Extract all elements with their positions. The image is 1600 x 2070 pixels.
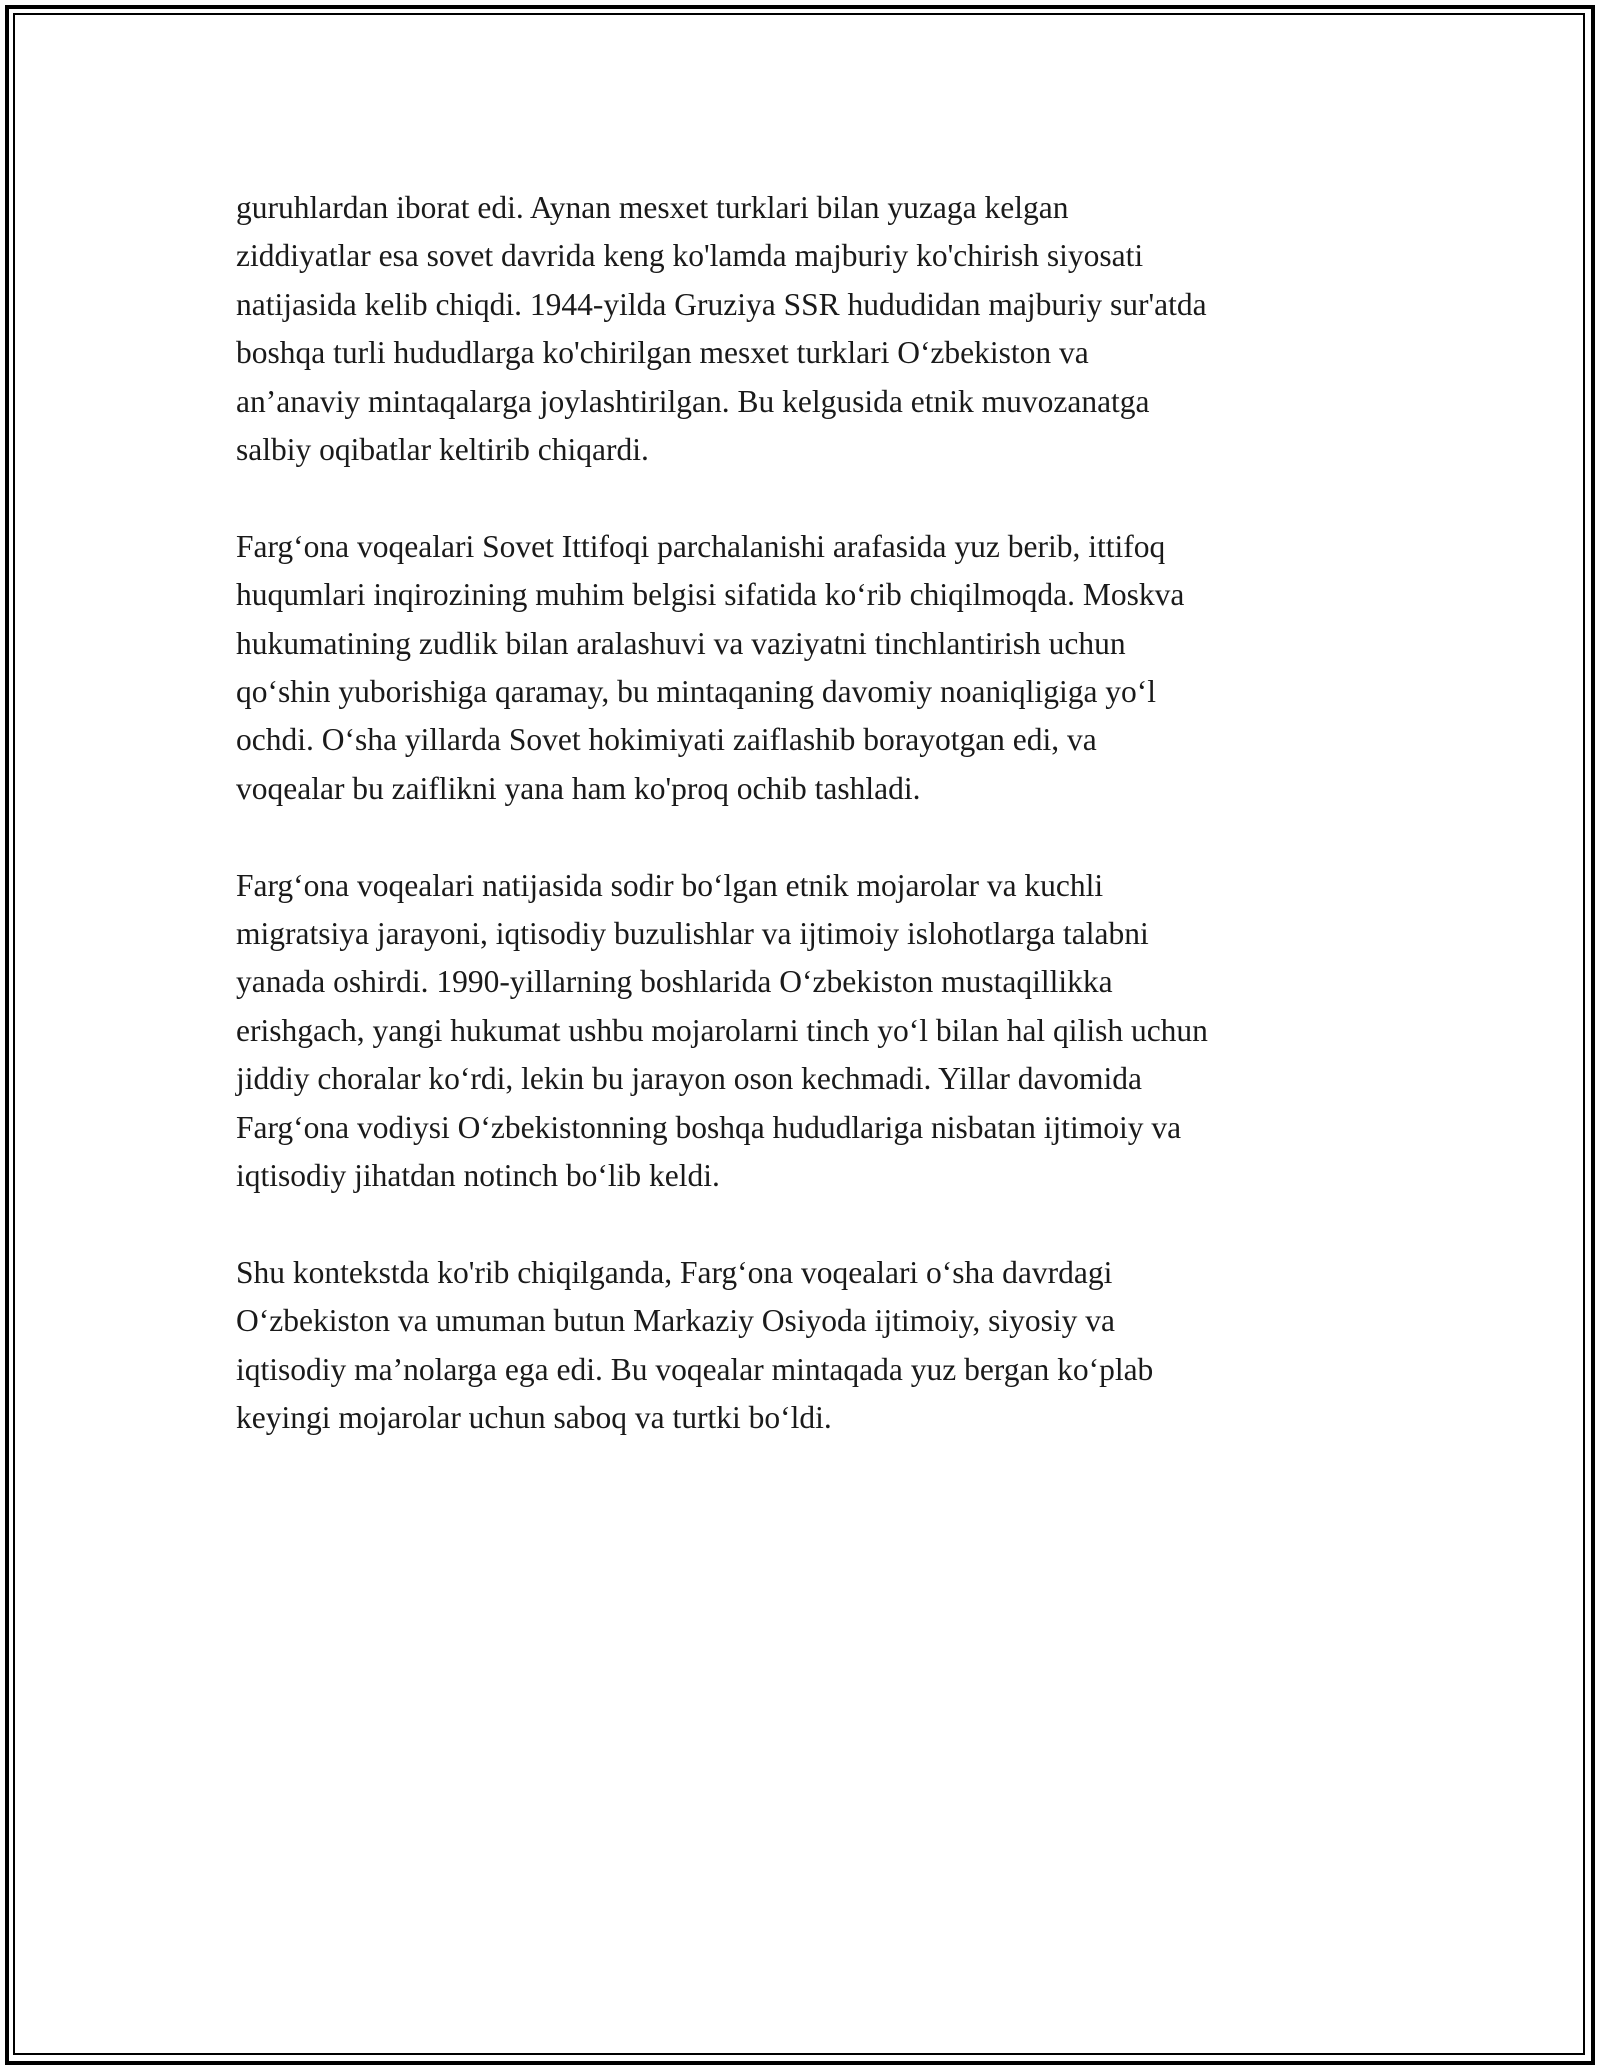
text-line: ochdi. O‘sha yillarda Sovet hokimiyati zaiflashib borayotgan edi, va	[236, 722, 1097, 758]
text-line: qo‘shin yuborishiga qaramay, bu mintaqaning davomiy noaniqligiga yo‘l	[236, 674, 1157, 710]
text-line: hukumatining zudlik bilan aralashuvi va vaziyatni tinchlantirish uchun	[236, 625, 1126, 661]
text-line: Farg‘ona vodiysi O‘zbekistonning boshqa hududlariga nisbatan ijtimoiy va	[236, 1109, 1182, 1145]
paragraph-3	[236, 862, 1386, 1201]
text-line: migratsiya jarayoni, iqtisodiy buzulishlar va ijtimoiy islohotlarga talabni	[236, 916, 1149, 952]
text-line: iqtisodiy jihatdan notinch bo‘lib keldi.	[236, 1158, 720, 1194]
document-body	[236, 184, 1386, 1491]
text-line: guruhlardan iborat edi. Aynan mesxet turklari bilan yuzaga kelgan	[236, 190, 1069, 225]
text-line: huqumlari inqirozining muhim belgisi sifatida ko‘rib chiqilmoqda. Moskva	[236, 577, 1185, 613]
text-line: keyingi mojarolar uchun saboq va turtki bo‘ldi.	[236, 1400, 832, 1436]
text-line: Farg‘ona voqealari natijasida sodir bo‘lgan etnik mojarolar va kuchli	[236, 867, 1104, 903]
text-line: Shu kontekstda ko'rib chiqilganda, Farg‘ona voqealari o‘sha davrdagi	[236, 1254, 1113, 1290]
text-line: Farg‘ona voqealari Sovet Ittifoqi parchalanishi arafasida yuz berib, ittifoq	[236, 528, 1166, 564]
text-line: yanada oshirdi. 1990-yillarning boshlarida O‘zbekiston mustaqillikka	[236, 964, 1113, 1000]
paragraph-1	[236, 184, 1386, 474]
text-line: iqtisodiy ma’nolarga ega edi. Bu voqealar mintaqada yuz bergan ko‘plab	[236, 1351, 1154, 1387]
text-line: jiddiy choralar ko‘rdi, lekin bu jarayon oson kechmadi. Yillar davomida	[236, 1061, 1142, 1097]
text-line: boshqa turli hududlarga ko'chirilgan mesxet turklari O‘zbekiston va	[236, 335, 1089, 371]
text-line: erishgach, yangi hukumat ushbu mojarolarni tinch yo‘l bilan hal qilish uchun	[236, 1012, 1208, 1048]
text-line: ziddiyatlar esa sovet davrida keng ko'lamda majburiy ko'chirish siyosati	[236, 238, 1144, 274]
text-line: an’anaviy mintaqalarga joylashtirilgan. Bu kelgusida etnik muvozanatga	[236, 383, 1150, 419]
paragraph-2	[236, 523, 1386, 813]
text-line: O‘zbekiston va umuman butun Markaziy Osiyoda ijtimoiy, siyosiy va	[236, 1303, 1115, 1339]
paragraph-4	[236, 1249, 1386, 1443]
text-line: salbiy oqibatlar keltirib chiqardi.	[236, 432, 649, 468]
text-line: voqealar bu zaiflikni yana ham ko'proq ochib tashladi.	[236, 770, 921, 806]
text-line: natijasida kelib chiqdi. 1944-yilda Gruziya SSR hududidan majburiy sur'atda	[236, 286, 1207, 322]
